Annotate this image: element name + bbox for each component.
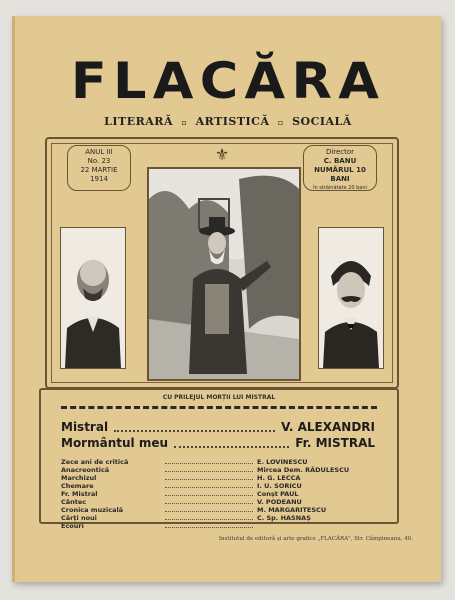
leader-dots — [165, 514, 253, 520]
leader-dots — [165, 458, 253, 464]
toc-item-author: M. MARGARITESCU — [257, 506, 327, 514]
toc-item-title: Cântec — [61, 498, 87, 506]
portrait-left — [60, 227, 126, 369]
toc-main-item — [61, 436, 375, 452]
subtitle-literara: LITERARĂ — [104, 115, 173, 128]
toc-occasion: CU PRILEJUL MORȚII LUI MISTRAL — [162, 394, 276, 401]
center-photo-mistral — [147, 167, 301, 381]
director-label: Director — [325, 148, 355, 156]
toc-item-author — [257, 522, 377, 530]
toc-item-title: Chemare — [61, 482, 94, 490]
masthead-subtitle — [15, 115, 441, 128]
toc-item — [61, 482, 377, 490]
leader-dots — [165, 482, 253, 488]
toc-main-item — [61, 420, 375, 436]
toc-main-title: Mormântul meu — [61, 436, 169, 450]
toc-item-author: Mircea Dem. RĂDULESCU — [257, 466, 350, 474]
toc-item-title: Zece ani de critică — [61, 458, 129, 466]
leader-dots — [165, 474, 253, 480]
toc-item-title: Fr. Mistral — [61, 490, 98, 498]
director-name: C. BANU — [323, 157, 357, 165]
toc-item-author: I. U. SORICU — [257, 482, 302, 490]
toc-item-title: Marchizul — [61, 474, 97, 482]
publisher-line: Institutul de editură și arte grafice „FLACĂRA", Str. Câmpineanu, 40. — [218, 536, 413, 542]
table-of-contents — [39, 388, 399, 530]
subtitle-artistica: ARTISTICĂ — [195, 115, 270, 128]
leader-dots — [165, 466, 253, 472]
leader-dots — [165, 498, 253, 504]
leader-dots — [174, 436, 289, 448]
toc-divider — [61, 406, 377, 412]
garden-portrait-image — [149, 169, 299, 379]
toc-item — [61, 474, 377, 482]
leader-dots — [114, 420, 275, 432]
toc-item-title: Ecouri — [61, 522, 84, 530]
issue-number: No. 23 — [87, 157, 111, 165]
toc-item — [61, 458, 377, 466]
toc-item — [61, 506, 377, 514]
toc-item-author: E. LOVINESCU — [257, 458, 308, 466]
leader-dots — [165, 506, 253, 512]
publisher-footer — [15, 536, 441, 542]
toc-main-author: V. ALEXANDRI — [281, 420, 375, 434]
toc-item — [61, 514, 377, 522]
toc-item-author: Conșt PAUL — [257, 490, 299, 498]
leader-dots — [165, 522, 253, 528]
director-info-box — [303, 145, 377, 191]
toc-item-author: C. Sp. HASNAȘ — [257, 514, 311, 522]
subtitle-separator: ▫ — [181, 117, 188, 127]
masthead-title: FLACĂRA — [70, 52, 386, 110]
toc-item-title: Anacreontică — [61, 466, 110, 474]
illustration-frame — [45, 137, 399, 389]
issue-year: 1914 — [90, 175, 108, 183]
toc-item — [61, 490, 377, 498]
subtitle-separator: ▫ — [277, 117, 284, 127]
issue-date: 22 MARTIE — [80, 166, 118, 174]
portrait-moustached-man-image — [319, 228, 383, 368]
toc-item-author: V. PODEANU — [257, 498, 302, 506]
issue-price-abroad: în străinătate 20 bani — [313, 185, 367, 191]
toc-item-list — [61, 458, 377, 530]
toc-main-title: Mistral — [61, 420, 109, 434]
issue-price: NUMĂRUL 10 BANI — [314, 166, 366, 183]
leader-dots — [165, 490, 253, 496]
subtitle-sociala: SOCIALĂ — [292, 115, 352, 128]
portrait-bald-man-image — [61, 228, 125, 368]
issue-year-line: ANUL III — [85, 148, 113, 156]
issue-info-box — [67, 145, 131, 191]
toc-item-author: H. G. LECCA — [257, 474, 301, 482]
ornament-crest-icon: ⚜ — [214, 145, 230, 164]
toc-item-title: Cărți noui — [61, 514, 97, 522]
portrait-right — [318, 227, 384, 369]
toc-item — [61, 498, 377, 506]
toc-main-author: Fr. MISTRAL — [295, 436, 375, 450]
toc-item-title: Cronica muzicală — [61, 506, 124, 514]
toc-item — [61, 466, 377, 474]
toc-item — [61, 522, 377, 530]
magazine-cover — [12, 16, 441, 582]
